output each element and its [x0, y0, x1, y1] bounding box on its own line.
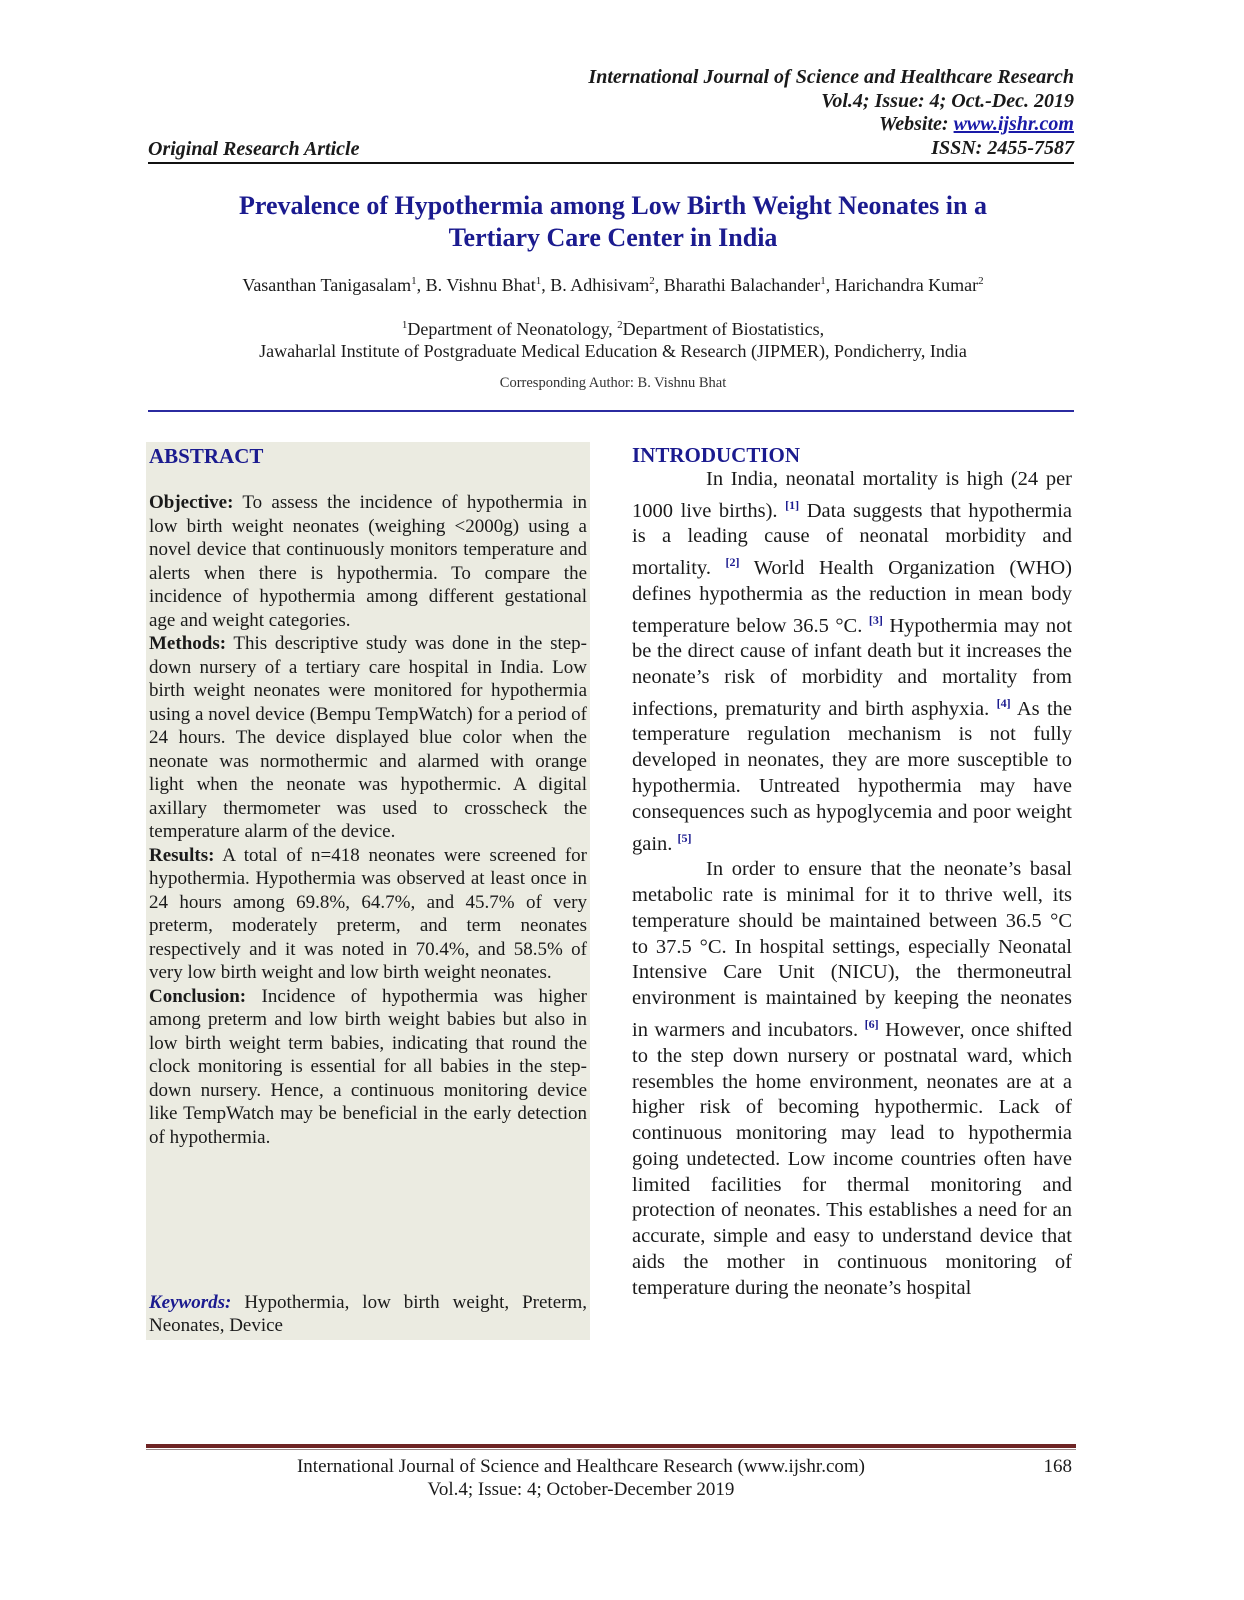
affiliation-2: Department of Biostatistics, — [622, 319, 825, 339]
abstract-body — [149, 491, 587, 1149]
author-name: Harichandra Kumar — [834, 275, 979, 295]
abstract-section — [149, 985, 587, 1150]
journal-website — [148, 113, 1074, 137]
author-affiliation-marker: 2 — [649, 275, 655, 287]
author-affiliation-marker: 1 — [535, 275, 542, 287]
abstract-section — [149, 844, 587, 985]
citation-ref[interactable]: [4] — [996, 695, 1011, 710]
author-list — [150, 270, 1076, 296]
keywords-label: Keywords: — [149, 1292, 232, 1313]
introduction-text: In order to ensure that the neonate’s basal metabolic rate is minimal for it to thrive well, its temperature should be maintained between 36.5 °C to 37.5 °C. In hospital settings, especially Neonatal Intensive Care Unit (NICU), the thermoneutral environment is maintained by keeping the neonates in warmers and incubators. — [632, 858, 1072, 1041]
footer-journal: International Journal of Science and Healthcare Research (www.ijshr.com) — [296, 1456, 865, 1477]
journal-name: International Journal of Science and Healthcare Research — [588, 66, 1074, 88]
citation-ref[interactable]: [3] — [868, 612, 883, 627]
abstract-heading: ABSTRACT — [149, 444, 264, 468]
title-line-2: Tertiary Care Center in India — [448, 223, 778, 252]
title-line-1: Prevalence of Hypothermia among Low Birth Weight Neonates in a — [239, 191, 987, 220]
author-name: Bharathi Balachander — [663, 275, 821, 295]
abstract-section-label: Results: — [149, 844, 215, 866]
introduction-section — [632, 443, 1072, 1302]
abstract-section-text: To assess the incidence of hypothermia in low birth weight neonates (weighing <2000g) using a novel device that continuously monitors temperature and alerts when there is hypothermia. To compare the incidence of hypothermia among different gestational age and weight categories. — [149, 492, 587, 631]
author-name: B. Vishnu Bhat — [425, 275, 536, 295]
abstract-section-label: Objective: — [149, 492, 234, 513]
author-name: B. Adhisivam — [550, 275, 650, 295]
introduction-heading: INTRODUCTION — [632, 443, 801, 467]
header-rule — [148, 162, 1074, 164]
affiliation-institute: Jawaharlal Institute of Postgraduate Medical Education & Research (JIPMER), Pondicherry, India — [259, 341, 967, 361]
abstract-section-label: Conclusion: — [149, 985, 247, 1007]
citation-ref[interactable]: [2] — [725, 555, 740, 570]
affiliations — [150, 314, 1076, 362]
footer-issue: Vol.4; Issue: 4; October-December 2019 — [427, 1479, 735, 1500]
website-label: Website: — [878, 113, 954, 135]
website-link[interactable]: www.ijshr.com — [953, 113, 1074, 135]
citation-ref[interactable]: [5] — [677, 830, 692, 845]
keywords — [149, 1291, 587, 1337]
author-affiliation-marker: 1 — [820, 275, 826, 287]
introduction-text: As the temperature regulation mechanism is not fully developed in neonates, they are more susceptible to hypothermia. Untreated hypothermia may have consequences such as hypoglycemia and poor weight gain. — [632, 697, 1072, 855]
introduction-text: World Health Organization (WHO) defines hypothermia as the reduction in mean body temperature below 36.5 °C. — [632, 557, 1072, 637]
article-title — [150, 190, 1076, 254]
introduction-paragraph-2 — [632, 857, 1072, 1301]
introduction-paragraph-1 — [632, 467, 1072, 857]
journal-issn: ISSN: 2455-7587 — [931, 136, 1074, 159]
affiliation-marker: 1 — [401, 319, 408, 331]
keywords-text: Hypothermia, low birth weight, Preterm, Neonates, Device — [149, 1292, 587, 1336]
abstract-section-label: Methods: — [149, 633, 227, 654]
author-separator: , — [541, 275, 551, 295]
introduction-text: Hypothermia may not be the direct cause of infant death but it increases the neonate’s risk of morbidity and mortality from infections, prematurity and birth asphyxia. — [632, 614, 1073, 720]
author-name: Vasanthan Tanigasalam — [242, 275, 412, 295]
citation-ref[interactable]: [6] — [864, 1017, 879, 1032]
citation-ref[interactable]: [1] — [785, 497, 800, 512]
abstract-section-text: A total of n=418 neonates were screened for hypothermia. Hypothermia was observed at least once in 24 hours among 69.8%, 64.7%, and 45.7% of very preterm, moderately preterm, and term neonates respectively and it was noted in 70.4%, and 58.5% of very low birth weight and low birth weight neonates. — [149, 844, 587, 983]
affiliation-1: Department of Neonatology, — [407, 319, 618, 339]
abstract-section-text: This descriptive study was done in the step-down nursery of a tertiary care hospital in India. Low birth weight neonates were monitored for hypothermia using a novel device (Bempu TempWatch) for a period of 24 hours. The device displayed blue color when the neonate was normothermic and alarmed with orange light when the neonate was hypothermic. A digital axillary thermometer was used to crosscheck the temperature alarm of the device. — [149, 633, 587, 842]
affiliation-departments — [150, 314, 1076, 340]
page-number: 168 — [1043, 1456, 1072, 1477]
introduction-text: In India, neonatal mortality is high (24 per 1000 live births). — [632, 468, 1072, 522]
author-affiliation-marker: 1 — [411, 275, 417, 287]
author-separator: , — [416, 275, 426, 295]
journal-volume: Vol.4; Issue: 4; Oct.-Dec. 2019 — [821, 89, 1074, 112]
affiliation-marker: 2 — [617, 319, 623, 331]
title-divider — [148, 410, 1074, 412]
author-separator: , — [825, 275, 835, 295]
abstract-section — [149, 491, 587, 632]
abstract-box — [146, 442, 590, 1340]
footer-rule-thin — [146, 1449, 1076, 1450]
article-type: Original Research Article — [148, 138, 360, 160]
abstract-section-text: Incidence of hypothermia was higher among preterm and low birth weight babies but also in low birth weight term babies, indicating that round the clock monitoring is essential for all babies in the step-down nursery. Hence, a continuous monitoring device like TempWatch may be beneficial in the early detection of hypothermia. — [149, 985, 587, 1148]
introduction-text: However, once shifted to the step down nursery or postnatal ward, which resembles the home environment, neonates are at a higher risk of becoming hypothermic. Lack of continuous monitoring may lead to hypothermia going undetected. Low income countries often have limited facilities for thermal monitoring and protection of neonates. This establishes a need for an accurate, simple and easy to understand device that aids the mother in continuous monitoring of temperature during the neonate’s hospital — [632, 1018, 1072, 1299]
corresponding-author: Corresponding Author: B. Vishnu Bhat — [499, 375, 727, 391]
masthead — [148, 66, 1074, 160]
introduction-text: Data suggests that hypothermia is a leading cause of neonatal morbidity and mortality. — [632, 499, 1072, 580]
introduction-body — [632, 467, 1072, 1302]
footer-rule — [146, 1444, 1076, 1448]
author-affiliation-marker: 2 — [978, 275, 984, 287]
author-separator: , — [654, 275, 664, 295]
abstract-section — [149, 632, 587, 844]
